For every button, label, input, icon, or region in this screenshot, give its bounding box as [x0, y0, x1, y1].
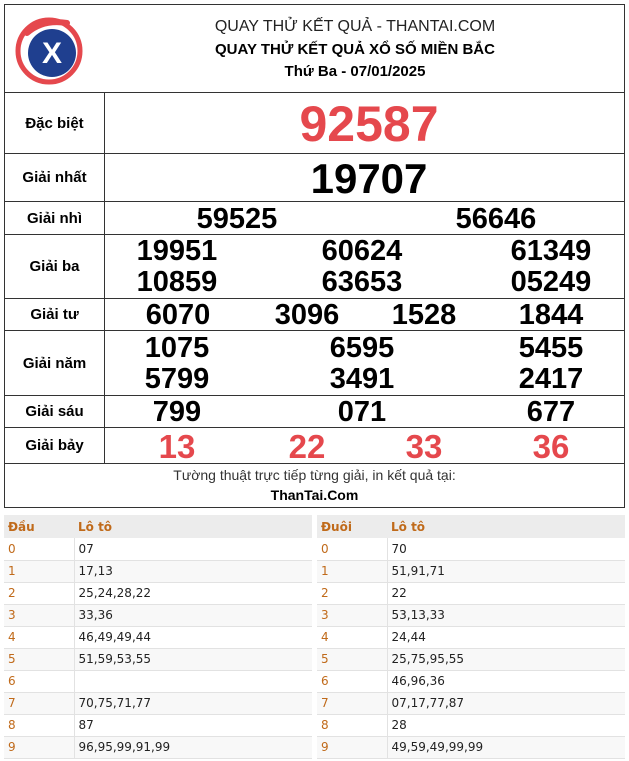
- fifth-number: 3491: [329, 363, 395, 395]
- loto-values: 46,96,36: [387, 670, 625, 692]
- fifth-number: 6595: [329, 332, 395, 364]
- head-digit: 2: [4, 582, 74, 604]
- third-number: 10859: [136, 266, 218, 298]
- prize-row-sixth: [5, 396, 624, 428]
- loto-values: 17,13: [74, 560, 312, 582]
- tail-digit: 4: [317, 626, 387, 648]
- site-title: QUAY THỬ KẾT QUẢ - THANTAI.COM: [214, 18, 496, 35]
- head-digit: 6: [4, 670, 74, 692]
- head-digit: 4: [4, 626, 74, 648]
- special-number: 92587: [299, 96, 439, 152]
- table-row: [317, 736, 625, 758]
- table-row: [4, 560, 312, 582]
- head-digit: 8: [4, 714, 74, 736]
- column-header: Đầu: [4, 515, 74, 538]
- loto-values: 51,91,71: [387, 560, 625, 582]
- third-number: 60624: [321, 235, 403, 267]
- fifth-number: 5455: [518, 332, 584, 364]
- results-card: [4, 4, 625, 508]
- tail-digit: 0: [317, 538, 387, 560]
- footer-site-link[interactable]: ThanTai.Com: [270, 487, 359, 503]
- tail-digit: 3: [317, 604, 387, 626]
- prize-row-first: [5, 154, 624, 202]
- prize-row-fifth: [5, 331, 624, 396]
- fourth-number: 3096: [274, 299, 340, 331]
- loto-values: 96,95,99,91,99: [74, 736, 312, 758]
- table-row: [4, 670, 312, 692]
- table-header-row: [4, 515, 312, 538]
- tail-digit: 7: [317, 692, 387, 714]
- sixth-number: 071: [337, 396, 387, 428]
- third-number: 61349: [510, 235, 592, 267]
- table-row: [317, 626, 625, 648]
- loto-values: 07: [74, 538, 312, 560]
- seventh-number: 33: [405, 428, 443, 465]
- second-number: 56646: [455, 203, 537, 235]
- loto-values: 22: [387, 582, 625, 604]
- seventh-number: 22: [288, 428, 326, 465]
- head-digit: 9: [4, 736, 74, 758]
- prize-row-special: [5, 93, 624, 154]
- sixth-number: 799: [152, 396, 202, 428]
- loto-values: 46,49,49,44: [74, 626, 312, 648]
- table-row: [317, 604, 625, 626]
- loto-values: 53,13,33: [387, 604, 625, 626]
- head-digit: 1: [4, 560, 74, 582]
- prize-label-fifth: Giải năm: [5, 331, 105, 395]
- loto-values: 25,75,95,55: [387, 648, 625, 670]
- footer-note: Tường thuật trực tiếp từng giải, in kết quả tại:: [173, 467, 456, 483]
- results-header: [5, 5, 624, 93]
- column-header: Đuôi: [317, 515, 387, 538]
- loto-values: 51,59,53,55: [74, 648, 312, 670]
- fourth-number: 1528: [391, 299, 457, 331]
- prize-label-fourth: Giải tư: [5, 299, 105, 330]
- table-row: [4, 538, 312, 560]
- head-digit: 7: [4, 692, 74, 714]
- third-number: 05249: [510, 266, 592, 298]
- loto-tail-table: [317, 515, 625, 759]
- fourth-number: 1844: [518, 299, 584, 331]
- results-footer: [5, 463, 624, 507]
- table-row: [4, 582, 312, 604]
- prize-row-third: [5, 235, 624, 299]
- table-row: [317, 560, 625, 582]
- fifth-number: 2417: [518, 363, 584, 395]
- tail-digit: 5: [317, 648, 387, 670]
- column-header: Lô tô: [74, 515, 312, 538]
- table-row: [4, 626, 312, 648]
- loto-values: 70,75,71,77: [74, 692, 312, 714]
- table-row: [4, 736, 312, 758]
- fourth-number: 6070: [145, 299, 211, 331]
- loto-values: 24,44: [387, 626, 625, 648]
- table-row: [317, 582, 625, 604]
- table-row: [317, 538, 625, 560]
- third-number: 63653: [321, 266, 403, 298]
- tail-digit: 8: [317, 714, 387, 736]
- table-row: [4, 648, 312, 670]
- xoso-logo-icon: [13, 11, 85, 87]
- loto-values: 25,24,28,22: [74, 582, 312, 604]
- tail-digit: 1: [317, 560, 387, 582]
- tail-digit: 9: [317, 736, 387, 758]
- head-digit: 5: [4, 648, 74, 670]
- second-number: 59525: [196, 203, 278, 235]
- first-number: 19707: [310, 155, 428, 202]
- tail-digit: 2: [317, 582, 387, 604]
- loto-values: 33,36: [74, 604, 312, 626]
- loto-values: 70: [387, 538, 625, 560]
- prize-row-seventh: [5, 428, 624, 464]
- tail-digit: 6: [317, 670, 387, 692]
- column-header: Lô tô: [387, 515, 625, 538]
- loto-values: [74, 670, 312, 692]
- prize-label-special: Đặc biệt: [5, 93, 105, 153]
- prize-label-seventh: Giải bảy: [5, 428, 105, 463]
- prize-label-first: Giải nhất: [5, 154, 105, 201]
- table-row: [317, 670, 625, 692]
- head-digit: 0: [4, 538, 74, 560]
- table-header-row: [317, 515, 625, 538]
- table-row: [317, 692, 625, 714]
- loto-values: 49,59,49,99,99: [387, 736, 625, 758]
- third-number: 19951: [136, 235, 218, 267]
- prize-row-fourth: [5, 299, 624, 331]
- table-row: [4, 692, 312, 714]
- seventh-number: 36: [532, 428, 570, 465]
- loto-values: 07,17,77,87: [387, 692, 625, 714]
- fifth-number: 5799: [144, 363, 210, 395]
- sixth-number: 677: [526, 396, 576, 428]
- results-subtitle: QUAY THỬ KẾT QUẢ XỔ SỐ MIỀN BẮC: [215, 41, 495, 58]
- loto-head-table: [4, 515, 312, 759]
- head-digit: 3: [4, 604, 74, 626]
- table-row: [317, 714, 625, 736]
- loto-values: 87: [74, 714, 312, 736]
- draw-date: Thứ Ba - 07/01/2025: [284, 63, 426, 80]
- prize-label-third: Giải ba: [5, 235, 105, 298]
- fifth-number: 1075: [144, 332, 210, 364]
- table-row: [4, 714, 312, 736]
- loto-values: 28: [387, 714, 625, 736]
- prize-label-sixth: Giải sáu: [5, 396, 105, 427]
- table-row: [4, 604, 312, 626]
- prize-row-second: [5, 202, 624, 235]
- table-row: [317, 648, 625, 670]
- logo-letter: X: [41, 37, 63, 70]
- seventh-number: 13: [158, 428, 196, 465]
- prize-label-second: Giải nhì: [5, 202, 105, 234]
